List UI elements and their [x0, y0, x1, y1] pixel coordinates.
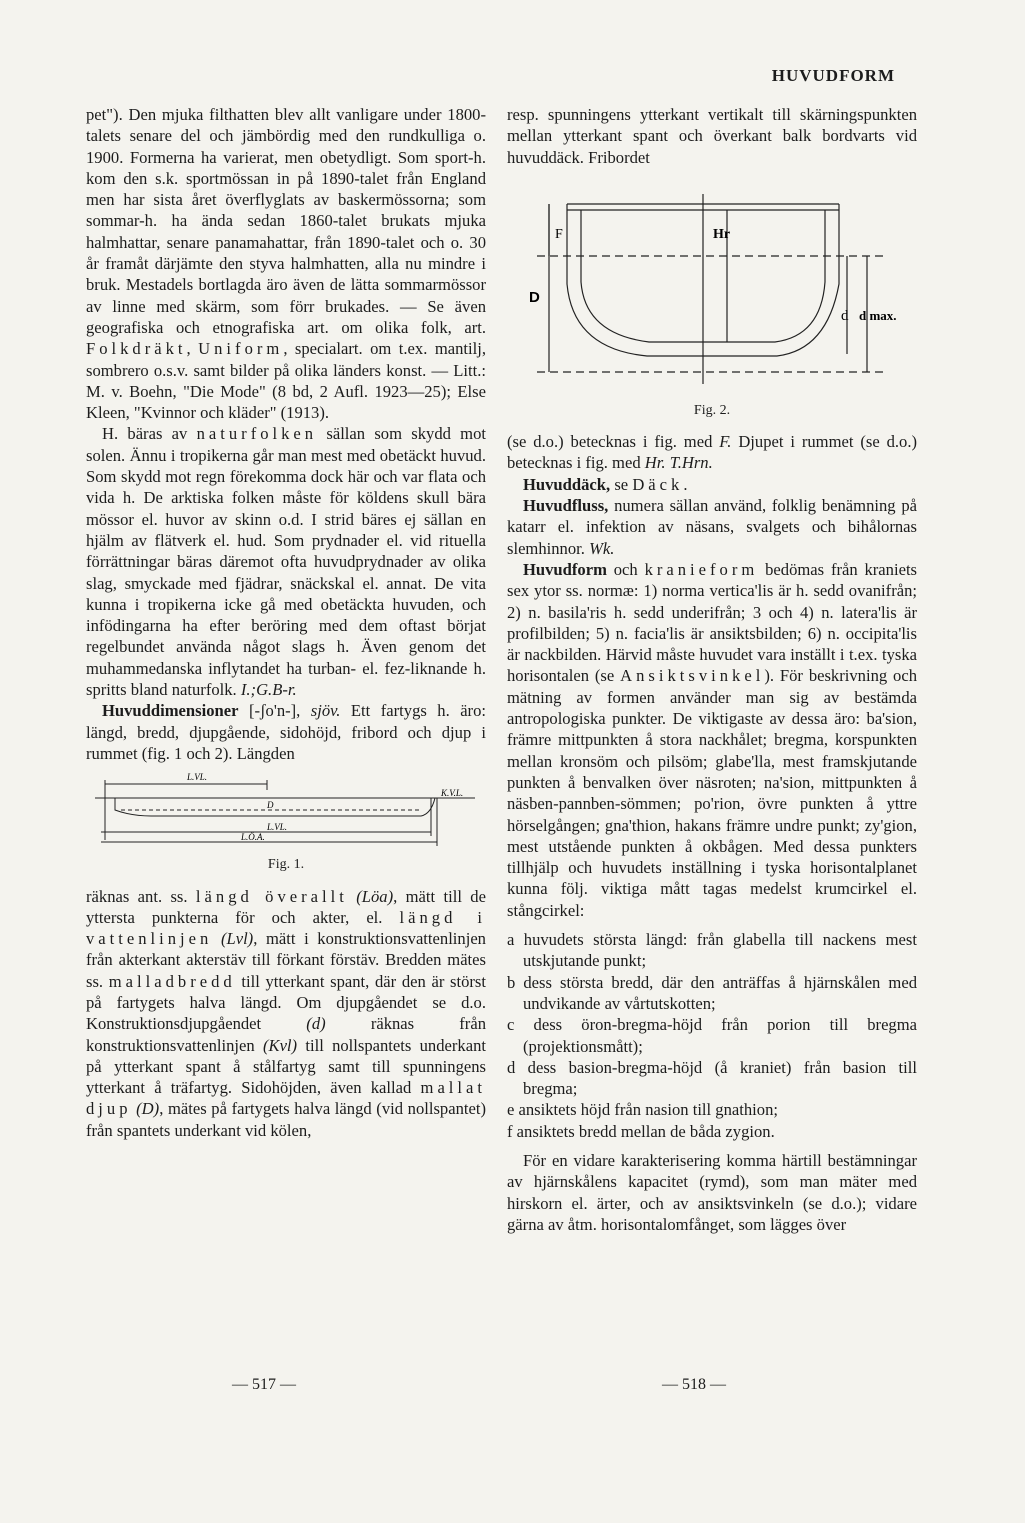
list-item: e ansiktets höjd från nasion till gnathion; — [507, 1100, 778, 1120]
figure-2-caption: Fig. 2. — [693, 402, 731, 418]
list-item: c dess öron-bregma-höjd från porion till bregma (projektionsmått); — [507, 1015, 917, 1056]
entry-huvuddimensioner: Huvuddimensioner [-ʃo'n-], sjöv. Ett fartygs h. äro: längd, bredd, djupgående, sidohöjd, fribord och djup i rummet (fig. 1 och 2). Längden — [86, 701, 486, 763]
paragraph: H. bäras av naturfolken sällan som skydd mot solen. Ännu i tropikerna går man mest med obetäckt huvud. Som skydd mot regn förekomma dock här och var flata och vida h. De arktiska folken måste för köldens skull bära mössor el. huvor av skinn o.d. I strid bäres ej sällan en hjälm av flätverk el. hud. Som prydnader el. vid rituella förrättningar bäras däremot ofta huvudprydnader av olika slag, smyckade med fjädrar, snäckskal el. annat. De vita kunna i tropikerna icke gå med obetäckta huvuden, och infödingarna ha efter beröring med dem oftast börjat regelbundet använda något slags h. Även genom det muhammedanska inflytandet ha turban- el. fez-liknande h. spritts bland naturfolk. I.;G.B-r. — [86, 424, 486, 700]
page-number-right: — 518 — — [662, 1376, 726, 1393]
figure-2-hull-section-diagram — [527, 174, 897, 394]
fig1-label-lvl-bottom: L.VL. — [267, 822, 288, 833]
fig1-label-loa: L.Ö.A. — [241, 832, 265, 843]
fig2-label-dmax: d max. — [859, 307, 897, 323]
fig1-label-d: D — [267, 800, 274, 811]
list-item: a huvudets största längd: från glabella till nackens mest utskjutande punkt; — [507, 930, 917, 971]
paragraph: För en vidare karakterisering komma härtill bestämningar av hjärnskålens kapacitet (rymd), som man mäter med hirskorn el. ärter, och av ansiktsvinkeln (se d.o.); vidare gärna av åtm. horisontalomfånget, som lägges över — [507, 1150, 917, 1234]
paragraph: (se d.o.) betecknas i fig. med F. Djupet i rummet (se d.o.) betecknas i fig. med Hr. T.Hrn. — [507, 432, 918, 473]
fig2-label-D: D — [529, 288, 540, 306]
fig1-label-kvl: K.V.L. — [441, 788, 464, 799]
measurement-list — [507, 929, 917, 1142]
fig2-label-hr: Hr — [713, 226, 731, 242]
figure-1-ship-length-diagram — [91, 770, 481, 848]
entry-heading: Huvudform — [523, 559, 607, 579]
fig2-label-f: F — [555, 226, 563, 242]
running-header: HUVUDFORM — [771, 66, 895, 85]
paragraph: räknas ant. ss. längd överallt (Löa), mätt till de yttersta punkterna för och akter, el. längd i vattenlinjen (Lvl), mätt i konstruktionsvattenlinjen från akterkant akterstäv till förkant förstäv. Bredden mätes ss. malladbredd till ytterkant spant, där den är störst på fartygets halva längd. Om djupgåendet se d.o. Konstruktionsdjupgåendet (d) räknas från konstruktionsvattenlinjen (Kvl) till nollspantets underkant på ytterkant spant å stålfartyg samt till spunningens ytterkant å träfartyg. Sidohöjden, även kallad mallat djup (D), mätes på fartygets halva längd (vid nollspantet) från spantets underkant vid kölen, — [86, 886, 487, 1140]
page-number-left: — 517 — — [232, 1376, 296, 1393]
paragraph: resp. spunningens ytterkant vertikalt till skärningspunkten mellan ytterkant spant och överkant balk bordvarts vid huvuddäck. Fribordet — [507, 105, 917, 167]
entry-huvuddack: Huvuddäck, se Däck. — [523, 474, 688, 494]
entry-heading: Huvuddäck, — [523, 474, 611, 494]
left-column — [86, 104, 486, 1141]
figure-1-caption: Fig. 1. — [267, 857, 305, 873]
list-item: d dess basion-bregma-höjd (å kraniet) från basion till bregma; — [507, 1057, 917, 1099]
entry-huvudfluss: Huvudfluss, numera sällan använd, folklig benämning på katarr el. infektion av näsans, svalgets och bihålornas slemhinnor. Wk. — [507, 496, 917, 558]
fig2-label-d: d — [841, 307, 849, 324]
fig1-label-lvl: L.VL. — [187, 772, 208, 783]
entry-heading: Huvuddimensioner — [102, 701, 239, 721]
list-item: b dess största bredd, där den anträffas å hjärnskålen med undvikande av vårtutskotten; — [507, 972, 917, 1013]
paragraph: pet"). Den mjuka filthatten blev allt vanligare under 1800-talets senare del och jämbördig med den rundkulliga o. 1900. Formerna ha varierat, men obetydligt. Som sport-h. kom den s.k. sportmössan in på 1890-talet från England men har sista året överflyglats av baskermössorna; som sommar-h. ha ända sedan 1860-talet brukats mjuka halmhattar, senare panamahattar, från 1890-talet och o. 30 år framåt därjämte den styva halmhatten, alla nu mindre i bruk. Mestadels bortlagda äro även de lätta sommarmössor av linne med skärm, som förr brukades. — Se även geografiska och etnografiska art. om olika folk, art. Folkdräkt, Uniform, specialart. om t.ex. mantilj, sombrero o.s.v. samt bilder på olika länders konst. — Litt.: M. v. Boehn, "Die Mode" (8 bd, 2 Aufl. 1923—25); Else Kleen, "Kvinnor och kläder" (1913). — [86, 105, 486, 423]
list-item: f ansiktets bredd mellan de båda zygion. — [507, 1121, 775, 1141]
entry-heading: Huvudfluss, — [523, 496, 609, 516]
entry-huvudform: Huvudform och kranieform bedömas från kraniets sex ytor ss. normæ: 1) norma verticа'lis är h. sedd ovanifrån; 2) n. basila'ris h. sedd underifrån; 3 och 4) n. latera'lis är profilbilden; 5) n. facia'lis är ansiktsbilden; 6) n. occipita'lis är nackbilden. Härvid måste huvudet vara inställt i t.ex. tyska horisontalen (se Ansiktsvinkel). För beskrivning och mätning av formen använder man sig av bestämda antropologiska punkter. De viktigaste av dessa äro: ba'sion, främre mittpunkten å stora nackhålet; bregma, korspunkten mellan kronsöm och pilsöm; glabe'lla, mest framskjutande punkten å benvalken över näsroten; na'sion, mittpunkten å näsben-pannben-sömmen; po'rion, övre punkten å yttre hörselgången; gna'thion, hakans främre undre punkt; zy'gion, mest utstående punkten å okbågen. Med dessa punkters tillhjälp och huvudets inställning i tyska horisontalplanet kunna följ. viktiga mått tagas medelst krumcirkel el. stångcirkel: — [507, 559, 918, 920]
right-column — [507, 104, 917, 1235]
